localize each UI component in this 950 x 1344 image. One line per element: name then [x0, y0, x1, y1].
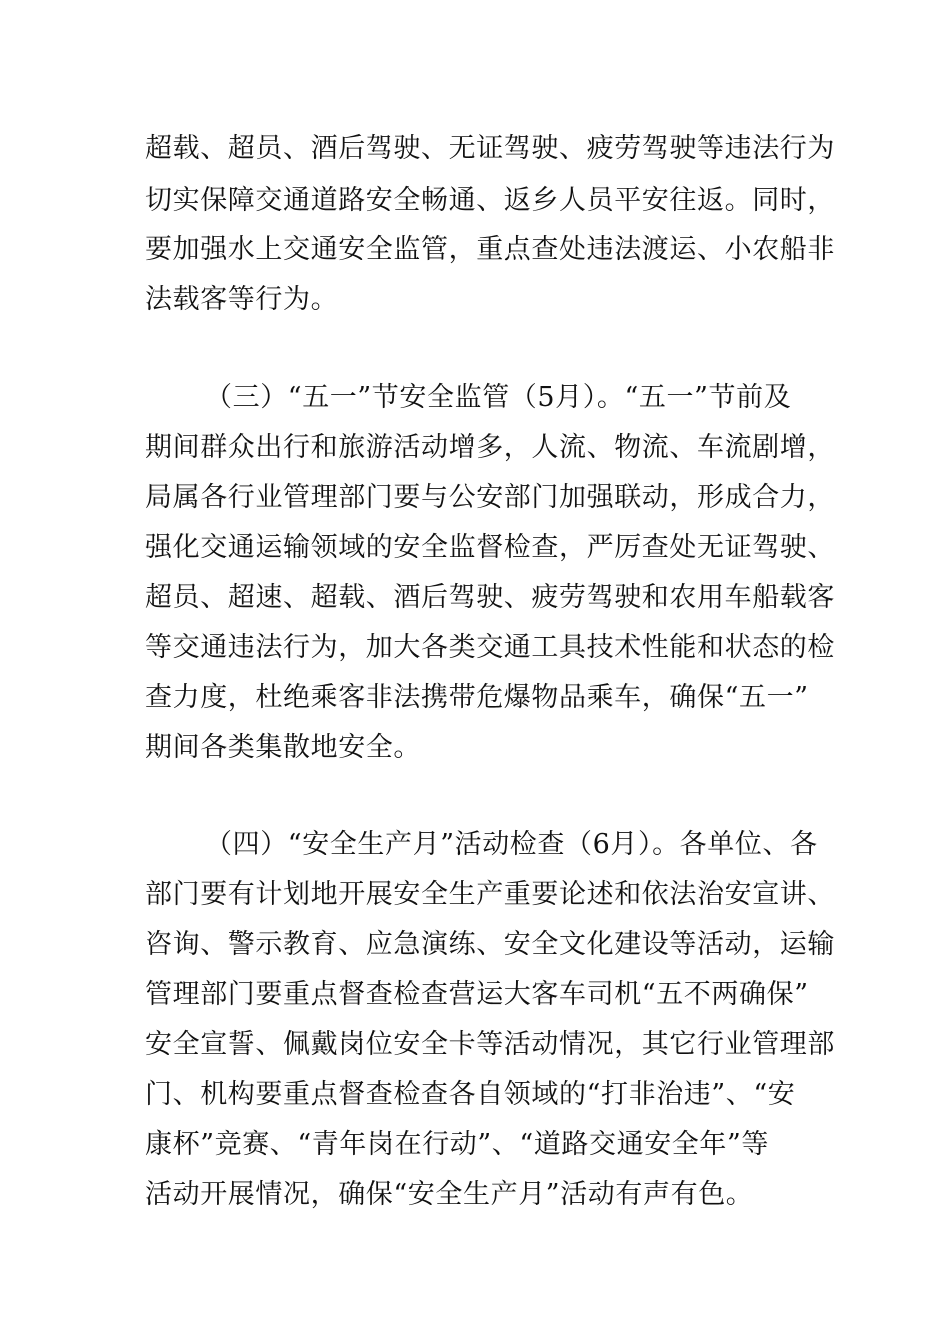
paragraph-2-line-8: 期间各类集散地安全。 [145, 732, 421, 763]
paragraph-3-line-3: 咨询、警示教育、应急演练、安全文化建设等活动，运输 [145, 929, 835, 960]
paragraph-1-line-1: 超载、超员、酒后驾驶、无证驾驶、疲劳驾驶等违法行为 [145, 133, 835, 164]
paragraph-3-line-2: 部门要有计划地开展安全生产重要论述和依法治安宣讲、 [145, 879, 835, 910]
paragraph-2-line-7: 查力度，杜绝乘客非法携带危爆物品乘车，确保“五一” [145, 682, 809, 713]
paragraph-3-line-6: 门、机构要重点督查检查各自领域的“打非治违”、“安 [145, 1079, 796, 1110]
paragraph-2-line-2: 期间群众出行和旅游活动增多，人流、物流、车流剧增， [145, 432, 835, 463]
paragraph-3-line-8: 活动开展情况，确保“安全生产月”活动有声有色。 [145, 1179, 754, 1210]
paragraph-2-line-3: 局属各行业管理部门要与公安部门加强联动，形成合力， [145, 482, 835, 513]
paragraph-1-line-2: 切实保障交通道路安全畅通、返乡人员平安往返。同时， [145, 185, 835, 216]
paragraph-3-line-4: 管理部门要重点督查检查营运大客车司机“五不两确保” [145, 979, 809, 1010]
paragraph-1-line-4: 法载客等行为。 [145, 284, 339, 315]
paragraph-2-line-1: （三）“五一”节安全监管（5月）。“五一”节前及 [205, 382, 792, 413]
paragraph-3-line-5: 安全宣誓、佩戴岗位安全卡等活动情况，其它行业管理部 [145, 1029, 835, 1060]
paragraph-2-line-6: 等交通违法行为，加大各类交通工具技术性能和状态的检 [145, 632, 835, 663]
paragraph-1-line-3: 要加强水上交通安全监管，重点查处违法渡运、小农船非 [145, 234, 835, 265]
paragraph-2-line-4: 强化交通运输领域的安全监督检查，严厉查处无证驾驶、 [145, 532, 835, 563]
paragraph-2-line-5: 超员、超速、超载、酒后驾驶、疲劳驾驶和农用车船载客 [145, 582, 835, 613]
paragraph-3-line-7: 康杯”竞赛、“青年岗在行动”、“道路交通安全年”等 [145, 1129, 770, 1160]
paragraph-3-line-1: （四）“安全生产月”活动检查（6月）。各单位、各 [205, 829, 818, 860]
